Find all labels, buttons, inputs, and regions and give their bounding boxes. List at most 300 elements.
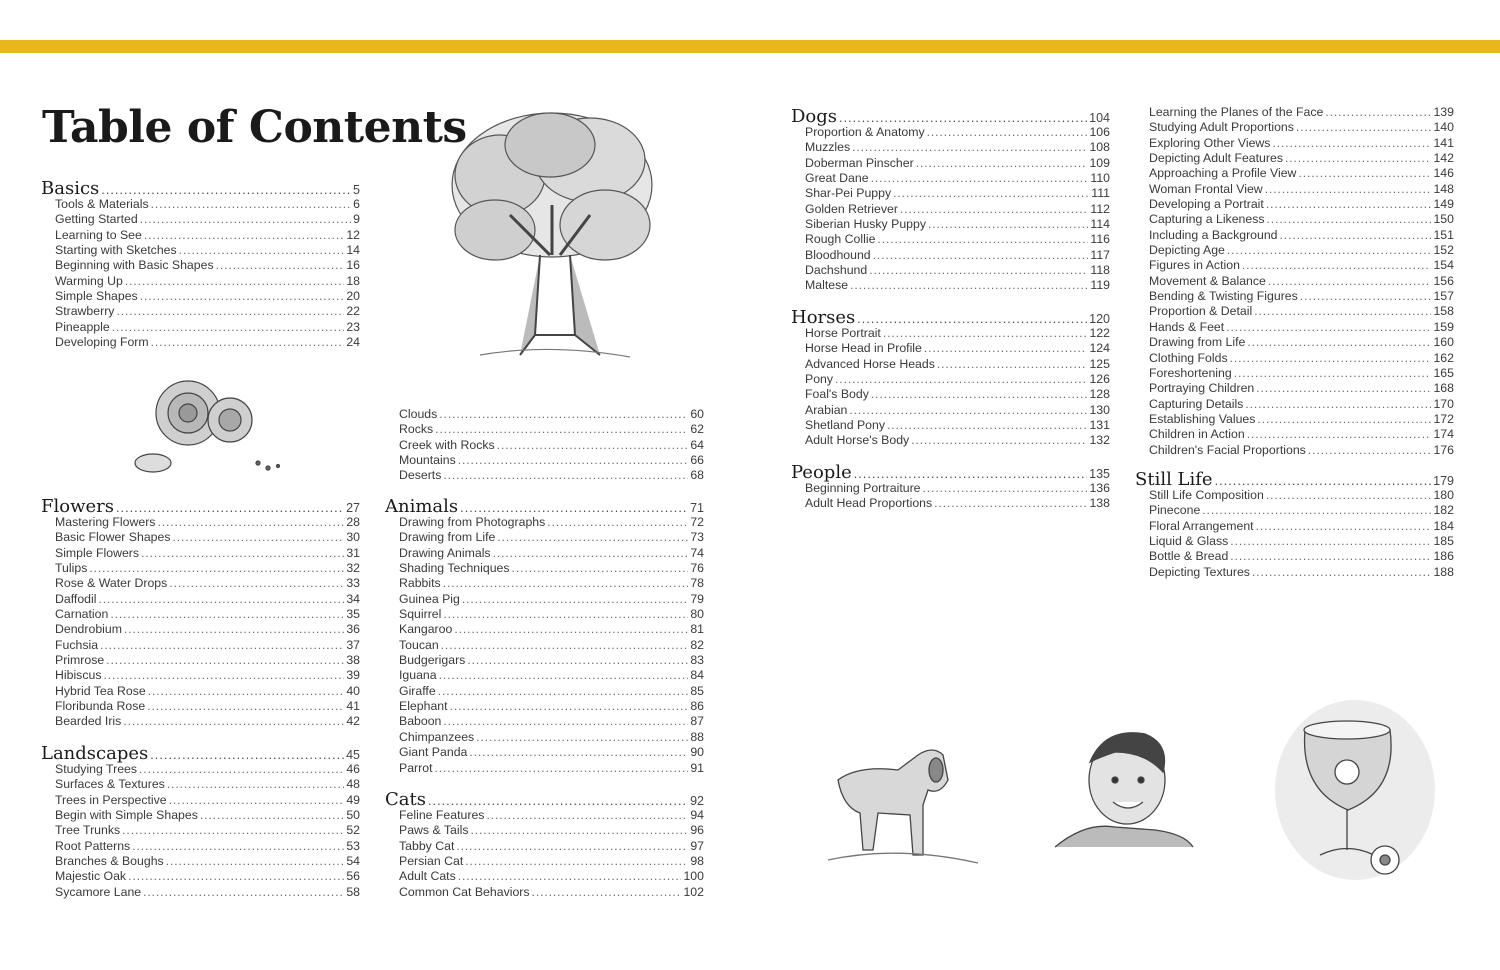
- dot-leader: [893, 186, 1089, 201]
- toc-entry-page: 80: [690, 607, 704, 622]
- toc-entry-page: 50: [346, 808, 360, 823]
- toc-entry-including-a-background: [1135, 228, 1454, 243]
- toc-entry-tulips: [41, 561, 360, 576]
- toc-entry-page: 188: [1433, 564, 1454, 579]
- toc-entry-warming-up: [41, 274, 360, 289]
- toc-entry-label: Developing Form: [55, 335, 149, 350]
- toc-entry-label: Maltese: [805, 278, 849, 293]
- toc-entry-page: 24: [346, 335, 360, 350]
- dot-leader: [1267, 212, 1432, 227]
- dot-leader: [173, 530, 345, 545]
- dot-leader: [112, 320, 345, 335]
- toc-entry-label: Establishing Values: [1149, 411, 1256, 426]
- toc-entry-label: Studying Adult Proportions: [1149, 120, 1294, 135]
- toc-entry-label: Developing a Portrait: [1149, 197, 1264, 212]
- toc-entry-page: 184: [1433, 518, 1454, 533]
- dot-leader: [103, 668, 344, 683]
- toc-entry-page: 165: [1433, 365, 1454, 380]
- section-heading-title: Horses: [791, 307, 856, 328]
- dot-leader: [928, 217, 1088, 232]
- toc-entry-page: 98: [690, 854, 704, 869]
- toc-entry-beginning-with-basic-shapes: [41, 258, 360, 273]
- toc-entry-label: Beginning Portraiture: [805, 481, 921, 495]
- toc-entry-label: Shar-Pei Puppy: [805, 186, 892, 201]
- dot-leader: [454, 622, 688, 637]
- toc-entry-clothing-folds: [1135, 351, 1454, 366]
- toc-entry-page: 186: [1433, 549, 1454, 564]
- dot-leader: [1300, 289, 1432, 304]
- toc-entry-page: 108: [1089, 140, 1110, 155]
- dot-leader: [1268, 274, 1432, 289]
- dot-leader: [123, 714, 344, 729]
- toc-entry-page: 76: [690, 561, 704, 576]
- dot-leader: [547, 515, 688, 530]
- toc-entry-page: 84: [690, 668, 704, 683]
- dot-leader: [1242, 258, 1432, 273]
- toc-entry-page: 31: [346, 545, 360, 560]
- dot-leader: [441, 638, 689, 653]
- toc-entry-label: Tree Trunks: [55, 823, 121, 838]
- toc-entry-trees-in-perspective: [41, 793, 360, 808]
- dot-leader: [106, 653, 344, 668]
- toc-entry-learning-to-see: [41, 228, 360, 243]
- toc-entry-hibiscus: [41, 668, 360, 683]
- toc-entry-learning-the-planes-of-the-face: [1135, 105, 1454, 120]
- toc-entry-depicting-adult-features: [1135, 151, 1454, 166]
- toc-entry-toucan: [385, 638, 704, 653]
- dot-leader: [849, 403, 1087, 418]
- toc-entry-page: 30: [346, 530, 360, 545]
- dot-leader: [98, 592, 344, 607]
- toc-entry-label: Figures in Action: [1149, 258, 1240, 273]
- toc-entry-strawberry: [41, 304, 360, 319]
- toc-entry-tabby-cat: [385, 839, 704, 854]
- dot-leader: [1234, 366, 1432, 381]
- toc-entry-label: Chimpanzees: [399, 729, 475, 744]
- section-heading-title: Flowers: [41, 496, 114, 517]
- toc-entry-page: 81: [690, 622, 704, 637]
- toc-entry-page: 85: [690, 683, 704, 698]
- toc-entry-label: Rabbits: [399, 576, 441, 591]
- dot-leader: [151, 197, 352, 212]
- toc-entry-page: 174: [1433, 427, 1454, 442]
- toc-entry-sycamore-lane: [41, 885, 360, 900]
- toc-entry-maltese: [791, 278, 1110, 293]
- section-heading-title: Landscapes: [41, 743, 149, 764]
- toc-entry-label: Paws & Tails: [399, 823, 469, 838]
- toc-entry-label: Starting with Sketches: [55, 243, 177, 258]
- toc-entry-label: Including a Background: [1149, 227, 1278, 242]
- toc-entry-page: 182: [1433, 503, 1454, 518]
- dot-leader: [934, 496, 1087, 511]
- toc-entry-shar-pei-puppy: [791, 186, 1110, 201]
- toc-entry-label: Movement & Balance: [1149, 273, 1266, 288]
- toc-entry-page: 34: [346, 591, 360, 606]
- toc-entry-page: 138: [1089, 496, 1110, 511]
- dot-leader: [911, 433, 1087, 448]
- toc-entry-budgerigars: [385, 653, 704, 668]
- section-heading-page: 179: [1433, 474, 1454, 488]
- toc-entry-label: Liquid & Glass: [1149, 534, 1229, 549]
- toc-entry-label: Clouds: [399, 407, 438, 421]
- toc-entry-page: 56: [346, 869, 360, 884]
- dot-leader: [439, 407, 688, 422]
- toc-entry-page: 109: [1089, 155, 1110, 170]
- toc-entry-label: Tulips: [55, 561, 88, 576]
- toc-entry-page: 96: [690, 823, 704, 838]
- toc-entry-label: Adult Horse's Body: [805, 433, 910, 448]
- toc-entry-primrose: [41, 653, 360, 668]
- toc-entry-label: Bottle & Bread: [1149, 549, 1229, 564]
- dot-leader: [869, 263, 1088, 278]
- dot-leader: [116, 304, 344, 319]
- toc-entry-page: 64: [690, 437, 704, 452]
- toc-entry-label: Persian Cat: [399, 854, 464, 869]
- toc-entry-page: 39: [346, 668, 360, 683]
- toc-entry-bloodhound: [791, 248, 1110, 263]
- toc-entry-page: 168: [1433, 381, 1454, 396]
- toc-entry-label: Fuchsia: [55, 637, 99, 652]
- toc-entry-dendrobium: [41, 622, 360, 637]
- toc-entry-page: 141: [1433, 135, 1454, 150]
- dot-leader: [443, 468, 688, 483]
- toc-entry-label: Adult Head Proportions: [805, 496, 933, 511]
- dot-leader: [458, 453, 689, 468]
- dot-leader: [1227, 243, 1432, 258]
- toc-entry-rocks: [385, 422, 704, 437]
- toc-entry-page: 130: [1089, 402, 1110, 417]
- toc-entry-page: 151: [1433, 227, 1454, 242]
- section-heading: [385, 791, 704, 809]
- toc-entry-mountains: [385, 453, 704, 468]
- toc-entry-surfaces-textures: [41, 777, 360, 792]
- toc-entry-label: Bloodhound: [805, 247, 871, 262]
- toc-entry-label: Surfaces & Textures: [55, 777, 165, 792]
- toc-entry-label: Sycamore Lane: [55, 884, 142, 899]
- dot-leader: [1280, 228, 1432, 243]
- toc-entry-label: Drawing Animals: [399, 545, 491, 560]
- toc-entry-label: Tools & Materials: [55, 197, 149, 211]
- dot-leader: [438, 684, 689, 699]
- dot-leader: [937, 357, 1088, 372]
- dot-leader: [1202, 503, 1431, 518]
- toc-entry-starting-with-sketches: [41, 243, 360, 258]
- toc-entry-getting-started: [41, 212, 360, 227]
- dot-leader: [169, 793, 345, 808]
- toc-entry-label: Primrose: [55, 653, 105, 668]
- toc-entry-page: 136: [1089, 481, 1110, 495]
- dot-leader: [470, 823, 688, 838]
- toc-entry-page: 62: [690, 422, 704, 437]
- toc-entry-label: Depicting Textures: [1149, 564, 1250, 579]
- toc-entry-page: 150: [1433, 212, 1454, 227]
- toc-entry-approaching-a-profile-view: [1135, 166, 1454, 181]
- dot-leader: [439, 668, 689, 683]
- toc-entry-page: 158: [1433, 304, 1454, 319]
- toc-entry-page: 100: [683, 869, 704, 884]
- toc-entry-iguana: [385, 668, 704, 683]
- toc-entry-drawing-from-photographs: [385, 515, 704, 530]
- dot-leader: [167, 777, 344, 792]
- toc-entry-drawing-animals: [385, 546, 704, 561]
- toc-entry-great-dane: [791, 171, 1110, 186]
- toc-entry-label: Learning the Planes of the Face: [1149, 105, 1324, 119]
- toc-entry-elephant: [385, 699, 704, 714]
- toc-entry-label: Children's Facial Proportions: [1149, 442, 1306, 457]
- dot-leader: [1256, 381, 1431, 396]
- toc-entry-guinea-pig: [385, 592, 704, 607]
- toc-entry-studying-adult-proportions: [1135, 120, 1454, 135]
- toc-entry-label: Feline Features: [399, 808, 485, 822]
- dot-leader: [110, 607, 344, 622]
- toc-entry-capturing-details: [1135, 397, 1454, 412]
- toc-entry-parrot: [385, 761, 704, 776]
- toc-entry-label: Begin with Simple Shapes: [55, 808, 198, 823]
- toc-entry-page: 58: [346, 884, 360, 899]
- section-heading: [791, 108, 1110, 126]
- dot-leader: [469, 745, 688, 760]
- section-landscapes-continued: [385, 407, 704, 484]
- toc-entry-carnation: [41, 607, 360, 622]
- dot-leader: [1252, 565, 1432, 580]
- section-heading-title: Basics: [41, 178, 100, 199]
- toc-entry-page: 35: [346, 607, 360, 622]
- toc-entry-page: 139: [1433, 105, 1454, 119]
- toc-entry-page: 20: [346, 289, 360, 304]
- dot-leader: [100, 638, 344, 653]
- toc-entry-page: 22: [346, 304, 360, 319]
- toc-entry-drawing-from-life: [385, 530, 704, 545]
- toc-entry-page: 42: [346, 714, 360, 729]
- section-heading: [791, 309, 1110, 327]
- toc-entry-label: Studying Trees: [55, 762, 138, 776]
- dot-leader: [1265, 182, 1432, 197]
- dot-leader: [139, 762, 344, 777]
- toc-entry-children-in-action: [1135, 427, 1454, 442]
- toc-entry-squirrel: [385, 607, 704, 622]
- toc-entry-page: 49: [346, 792, 360, 807]
- toc-entry-page: 48: [346, 777, 360, 792]
- dot-leader: [476, 730, 688, 745]
- toc-entry-label: Approaching a Profile View: [1149, 166, 1297, 181]
- toc-entry-page: 152: [1433, 243, 1454, 258]
- toc-entry-label: Capturing a Likeness: [1149, 212, 1265, 227]
- toc-entry-dachshund: [791, 263, 1110, 278]
- toc-entry-establishing-values: [1135, 412, 1454, 427]
- toc-entry-deserts: [385, 468, 704, 483]
- section-heading-page: 45: [346, 748, 360, 762]
- rose-illustration: [118, 368, 288, 478]
- dot-leader: [532, 885, 682, 900]
- toc-entry-label: Arabian: [805, 402, 848, 417]
- section-heading-page: 71: [690, 501, 704, 515]
- toc-entry-label: Drawing from Photographs: [399, 515, 546, 529]
- toc-entry-floribunda-rose: [41, 699, 360, 714]
- dot-leader: [467, 653, 688, 668]
- toc-entry-label: Root Patterns: [55, 838, 131, 853]
- dot-leader: [143, 885, 344, 900]
- dot-leader: [435, 761, 689, 776]
- dot-leader: [89, 561, 344, 576]
- toc-entry-page: 9: [353, 212, 360, 227]
- toc-entry-page: 16: [346, 258, 360, 273]
- dot-leader: [124, 622, 344, 637]
- toc-entry-still-life-composition: [1135, 488, 1454, 503]
- section-heading: [41, 498, 360, 516]
- toc-entry-label: Siberian Husky Puppy: [805, 217, 926, 232]
- toc-entry-label: Mastering Flowers: [55, 515, 156, 529]
- toc-entry-floral-arrangement: [1135, 519, 1454, 534]
- section-horses: [791, 309, 1110, 449]
- toc-entry-doberman-pinscher: [791, 156, 1110, 171]
- toc-entry-page: 125: [1089, 356, 1110, 371]
- dot-leader: [1230, 534, 1431, 549]
- dot-leader: [443, 714, 688, 729]
- toc-entry-page: 114: [1090, 217, 1110, 232]
- toc-entry-basic-flower-shapes: [41, 530, 360, 545]
- toc-entry-label: Daffodil: [55, 591, 97, 606]
- dot-leader: [216, 258, 345, 273]
- section-still-life: [1135, 471, 1454, 580]
- toc-entry-daffodil: [41, 592, 360, 607]
- section-cats: [385, 791, 704, 900]
- toc-entry-label: Elephant: [399, 699, 448, 714]
- toc-entry-label: Adult Cats: [399, 869, 456, 884]
- toc-entry-pony: [791, 372, 1110, 387]
- toc-entry-page: 117: [1090, 247, 1110, 262]
- toc-entry-label: Hibiscus: [55, 668, 102, 683]
- toc-entry-giraffe: [385, 684, 704, 699]
- toc-entry-label: Pinecone: [1149, 503, 1201, 518]
- toc-entry-label: Children in Action: [1149, 427, 1245, 442]
- section-heading-title: People: [791, 462, 852, 483]
- toc-entry-label: Proportion & Anatomy: [805, 125, 925, 139]
- section-heading-page: 135: [1089, 467, 1110, 481]
- toc-entry-label: Simple Shapes: [55, 289, 138, 304]
- toc-entry-studying-trees: [41, 762, 360, 777]
- toc-entry-golden-retriever: [791, 202, 1110, 217]
- toc-entry-begin-with-simple-shapes: [41, 808, 360, 823]
- dot-leader: [493, 546, 689, 561]
- section-basics: [41, 180, 360, 350]
- section-heading-page: 104: [1089, 111, 1110, 125]
- toc-entry-developing-a-portrait: [1135, 197, 1454, 212]
- toc-entry-hands-feet: [1135, 320, 1454, 335]
- toc-entry-page: 94: [690, 808, 704, 822]
- toc-entry-depicting-textures: [1135, 565, 1454, 580]
- toc-entry-page: 112: [1090, 201, 1110, 216]
- section-heading: [41, 745, 360, 763]
- toc-entry-rabbits: [385, 576, 704, 591]
- toc-entry-label: Rough Collie: [805, 232, 876, 247]
- toc-entry-shetland-pony: [791, 418, 1110, 433]
- dot-leader: [140, 289, 345, 304]
- dot-leader: [157, 515, 344, 530]
- toc-entry-tree-trunks: [41, 823, 360, 838]
- toc-entry-siberian-husky-puppy: [791, 217, 1110, 232]
- dog-illustration: [818, 735, 983, 875]
- dot-leader: [435, 422, 688, 437]
- toc-entry-simple-flowers: [41, 546, 360, 561]
- toc-entry-mastering-flowers: [41, 515, 360, 530]
- toc-entry-figures-in-action: [1135, 258, 1454, 273]
- section-heading-page: 92: [690, 794, 704, 808]
- toc-entry-label: Giraffe: [399, 683, 436, 698]
- section-heading-title: Still Life: [1135, 469, 1213, 490]
- toc-entry-adult-horse-s-body: [791, 433, 1110, 448]
- toc-entry-label: Muzzles: [805, 140, 851, 155]
- toc-entry-pinecone: [1135, 503, 1454, 518]
- dot-leader: [873, 248, 1089, 263]
- dot-leader: [850, 278, 1088, 293]
- section-heading-page: 120: [1089, 312, 1110, 326]
- toc-entry-label: Capturing Details: [1149, 396, 1244, 411]
- section-heading-title: Dogs: [791, 106, 838, 127]
- toc-entry-depicting-age: [1135, 243, 1454, 258]
- toc-entry-page: 18: [346, 273, 360, 288]
- toc-entry-label: Branches & Boughs: [55, 854, 164, 869]
- toc-entry-movement-balance: [1135, 274, 1454, 289]
- toc-entry-advanced-horse-heads: [791, 357, 1110, 372]
- toc-entry-page: 6: [353, 197, 360, 211]
- toc-entry-label: Creek with Rocks: [399, 437, 495, 452]
- toc-entry-page: 90: [690, 745, 704, 760]
- toc-entry-page: 122: [1089, 326, 1110, 340]
- toc-entry-label: Pony: [805, 372, 834, 387]
- toc-entry-page: 149: [1433, 197, 1454, 212]
- toc-entry-page: 52: [346, 823, 360, 838]
- toc-entry-label: Budgerigars: [399, 653, 466, 668]
- toc-entry-page: 72: [690, 515, 704, 529]
- section-heading-page: 5: [353, 183, 360, 197]
- toc-entry-developing-form: [41, 335, 360, 350]
- page-title: Table of Contents: [42, 102, 467, 153]
- toc-entry-label: Hybrid Tea Rose: [55, 683, 146, 698]
- toc-entry-portraying-children: [1135, 381, 1454, 396]
- toc-entry-liquid-glass: [1135, 534, 1454, 549]
- toc-entry-proportion-detail: [1135, 304, 1454, 319]
- dot-leader: [462, 592, 688, 607]
- section-heading: [791, 464, 1110, 482]
- toc-entry-page: 88: [690, 729, 704, 744]
- toc-entry-horse-portrait: [791, 326, 1110, 341]
- toc-entry-hybrid-tea-rose: [41, 684, 360, 699]
- toc-entry-page: 66: [690, 453, 704, 468]
- dot-leader: [1256, 519, 1432, 534]
- toc-entry-page: 154: [1433, 258, 1454, 273]
- dot-leader: [151, 335, 345, 350]
- toc-entry-page: 97: [690, 838, 704, 853]
- toc-entry-page: 162: [1433, 350, 1454, 365]
- toc-entry-pineapple: [41, 320, 360, 335]
- toc-entry-rough-collie: [791, 232, 1110, 247]
- toc-entry-label: Simple Flowers: [55, 545, 140, 560]
- toc-entry-label: Still Life Composition: [1149, 488, 1264, 502]
- toc-entry-label: Foreshortening: [1149, 365, 1232, 380]
- toc-entry-label: Hands & Feet: [1149, 319, 1225, 334]
- toc-entry-baboon: [385, 714, 704, 729]
- toc-entry-page: 73: [690, 530, 704, 545]
- toc-entry-page: 128: [1089, 387, 1110, 402]
- toc-entry-arabian: [791, 403, 1110, 418]
- dot-leader: [458, 869, 682, 884]
- toc-entry-label: Portraying Children: [1149, 381, 1255, 396]
- dot-leader: [443, 607, 688, 622]
- dot-leader: [1230, 351, 1432, 366]
- toc-entry-label: Toucan: [399, 637, 439, 652]
- dot-leader: [450, 699, 689, 714]
- toc-entry-label: Carnation: [55, 607, 109, 622]
